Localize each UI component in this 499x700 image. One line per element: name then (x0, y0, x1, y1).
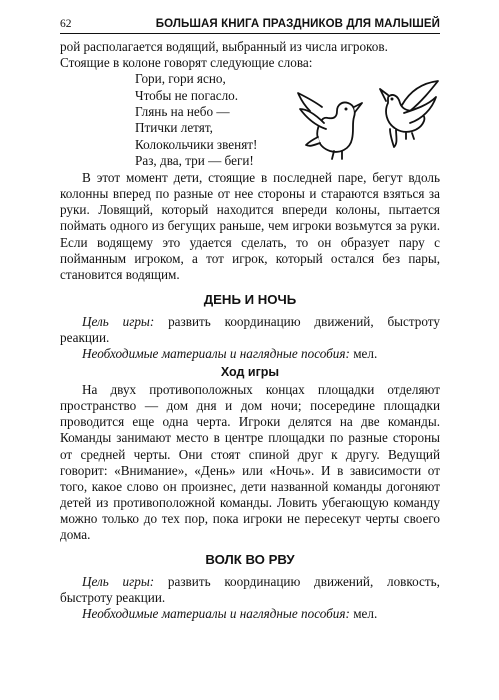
game-title-wolf-in-ditch: ВОЛК ВО РВУ (205, 552, 295, 568)
bird-right-eye (391, 98, 394, 101)
game1-goal (60, 314, 440, 346)
bird-left-eye (345, 108, 348, 111)
poem (135, 71, 257, 169)
book-page (60, 18, 440, 622)
goal-text: развить координацию движений, ловкость, быстроту реакции. (60, 574, 440, 606)
poem-block (60, 71, 440, 170)
materials-label: Необходимые материалы и наглядные пособия: (82, 606, 350, 622)
poem-line: Глянь на небо — (135, 104, 230, 119)
game2-goal (60, 574, 440, 606)
goal-label: Цель игры: (82, 313, 155, 329)
bird-left-icon (298, 93, 362, 159)
game1-materials (60, 346, 440, 362)
poem-line: Птички летят, (135, 120, 213, 136)
intro-line-1: рой располагается водящий, выбранный из числа игроков. (60, 39, 388, 54)
materials-label: Необходимые материалы и наглядные пособия: (82, 346, 350, 362)
materials-text: мел. (349, 346, 378, 362)
goal-text: развить координацию движений, быстроту реакции. (60, 313, 440, 345)
bird-right-icon (380, 81, 438, 147)
two-birds-icon (292, 73, 442, 168)
poem-line: Колокольчики звенят! (135, 136, 258, 152)
poem-line: Чтобы не погасло. (135, 87, 239, 103)
intro-line-2: Стоящие в колоне говорят следующие слова: (60, 55, 313, 71)
goal-label: Цель игры: (82, 574, 155, 590)
paragraph-catch-rules: В этот момент дети, стоящие в последней паре, бегут вдоль колонны вперед по разные от нее стороны и стараются взяться за руки. Ловящий, который находится впереди колоны, пытается поймать одного из бегущих раньше, чем игроки возьмутся за руки. Если водящему это удается сделать, то он образует пару с пойманным игроком, а тот игрок, который остался без пары, становится водящим. (60, 170, 440, 282)
poem-line: Раз, два, три — беги! (135, 153, 254, 169)
game1-description: На двух противоположных концах площадки отделяют пространство — дом дня и дом ночи; посередине площадки проводится еще одна черта. Игроки делятся на две команды. Команды занимают место в центре площадки по разные стороны от средней черты. Они стоят спиной друг к другу. Ведущий говорит: «Внимание», «День» или «Ночь». И в зависимости от того, какое слово он произнес, дети названной команды догоняют детей из противоположной команды. Ловить убегающую команду можно только до тех пор, пока игроки не пересекут черты своего дома. (60, 382, 440, 542)
game-title-day-night: ДЕНЬ И НОЧЬ (203, 291, 297, 307)
page-number: 62 (60, 18, 72, 30)
materials-text: мел. (349, 606, 378, 622)
page-header (60, 18, 440, 34)
poem-line: Гори, гори ясно, (135, 71, 226, 87)
game1-subtitle: Ход игры (220, 365, 280, 380)
running-title: БОЛЬШАЯ КНИГА ПРАЗДНИКОВ ДЛЯ МАЛЫШЕЙ (155, 18, 440, 30)
game2-materials (60, 606, 440, 622)
